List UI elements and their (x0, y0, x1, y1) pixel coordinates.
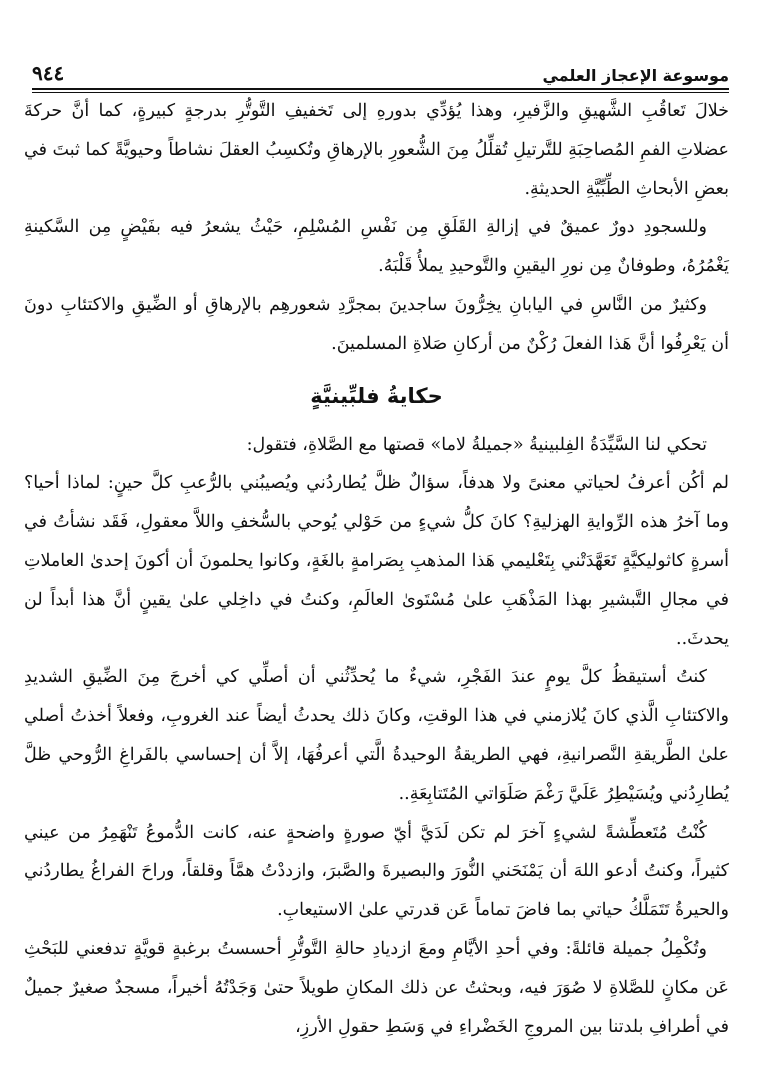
paragraph: كنتُ أستيقظُ كلَّ يومٍ عندَ الفَجْرِ، شيءٌ ما يُحدِّثُني أن أصلِّي كي أخرجَ مِنَ الضِّيقِ الشديدِ والاكتئابِ الَّذي كانَ يُلازمني في هذا الوقتِ، وكانَ ذلك يحدثُ أيضاً عند الغروبِ، وفعلاً أخذتُ أصلي علىٰ الطَّريقةِ النَّصرانيةِ، فهي الطريقةُ الوحيدةُ الَّتي أعرفُهَا، إلاَّ أن إحساسي بالفَراغِ الرُّوحي ظلَّ يُطارِدُني ويُسَيْطِرُ عَلَيَّ رَغْمَ صَلَوَاتي المُتَتابِعَةِ.. (24, 667, 729, 804)
paragraph: لم أكُن أعرفُ لحياتي معنىً ولا هدفاً، سؤالٌ ظلَّ يُطاردُني ويُصيبُني بالرُّعبِ كلَّ حينٍ: لماذا أحيا؟ وما آخرُ هذه الرِّوايةِ الهزليةِ؟ كانَ كلُّ شيءٍ من حَوْلي يُوحي بالسُّخفِ واللاَّ معقولِ، فَقَد نشأتُ في أسرةٍ كاثوليكيَّةٍ تَعَهَّدَتْني بِتَعْليمي هَذا المذهبِ بِصَرامةٍ بالغَةٍ، وكانوا يحلمونَ أن أكونَ إحدىٰ العاملاتِ في مجالِ التَّبشيرِ بهذا المَذْهَبِ علىٰ مُسْتَوىٰ العالَمِ، وكنتُ في داخِلي علىٰ يقينٍ أنَّ هذا أبداً لن يحدثَ.. (24, 473, 729, 649)
paragraph: وتُكْمِلُ جميلة قائلةً: وفي أحدِ الأيَّامِ ومعَ ازديادِ حالةِ التَّوتُّرِ أحسستُ برغبةٍ قويَّةٍ تدفعني للبَحْثِ عَن مكانٍ للصَّلاةِ لا صُوَرَ فيه، وبحثتُ عن ذلك المكانِ طويلاً حتىٰ وَجَدْتُهُ أخيراً، مسجدٌ صغيرٌ جميلٌ في أطرافِ بلدتنا بين المروجِ الخَضْراءِ في وَسَطِ حقولِ الأرزِ، (24, 938, 729, 1037)
paragraph: كُنْتُ مُتَعطِّشةً لشيءٍ آخرَ لم تكن لَدَيَّ أيّ صورةٍ واضحةٍ عنه، كانت الدُّموعُ تَنْهَمِرُ من عيني كثيراً، وكنتُ أدعو اللهَ أن يَمْنَحَني النُّورَ والبصيرةَ والصَّبرَ، وازددْتُ همَّاً وقلقاً، وراحَ الفراغُ يطاردُني والحيرةُ تَتَمَلَّكُ حياتي بما فاضَ تماماً عَن قدرتي علىٰ الاستيعابِ. (24, 822, 729, 921)
page-body (24, 92, 729, 1046)
paragraph: خلالَ تَعاقُبِ الشَّهيقِ والزَّفيرِ، وهذا يُؤدِّي بدورهِ إلى تَخفيفِ التَّوتُّرِ بدرجةٍ كبيرةٍ، كما أنَّ حركةَ عضلاتِ الفمِ المُصاحِبَةِ للتَّرتيلِ تُقلِّلُ مِنَ الشُّعورِ بالإرهاقِ وتُكسِبُ العقلَ نشاطاً وحيويَّةً كما ثبتَ في بعضِ الأبحاثِ الطِّبِّيَّةِ الحديثةِ. (24, 101, 729, 199)
paragraph: وكثيرٌ من النَّاسِ في اليابانِ يخِرُّونَ ساجدينَ بمجرَّدِ شعورهِم بالإرهاقِ أو الضِّيقِ والاكتئابِ دونَ أن يَعْرِفُوا أنَّ هَذا الفعلَ رُكْنٌ من أركانِ صَلاةِ المسلمينَ. (24, 294, 729, 354)
section-heading: حكايةُ فلبِّينيَّةٍ (310, 383, 443, 408)
page-header (32, 57, 729, 85)
page-number: ٩٤٤ (32, 61, 65, 85)
book-title: موسوعة الإعجاز العلمي (542, 66, 729, 85)
paragraph: وللسجودِ دورٌ عميقٌ في إزالةِ القَلَقِ مِن نَفْسِ المُسْلِمِ، حَيْثُ يشعرُ فيه بفَيْضٍ مِن السَّكينةِ يَغْمُرُهُ، وطوفانٌ مِن نورِ اليقينِ والتَّوحيدِ يملأُ قَلْبَهُ. (24, 217, 729, 277)
paragraph: تحكي لنا السَّيِّدَةُ الفِلبينيةُ «جميلةُ لاما» قصتها مع الصَّلاةِ، فتقول: (246, 434, 707, 455)
